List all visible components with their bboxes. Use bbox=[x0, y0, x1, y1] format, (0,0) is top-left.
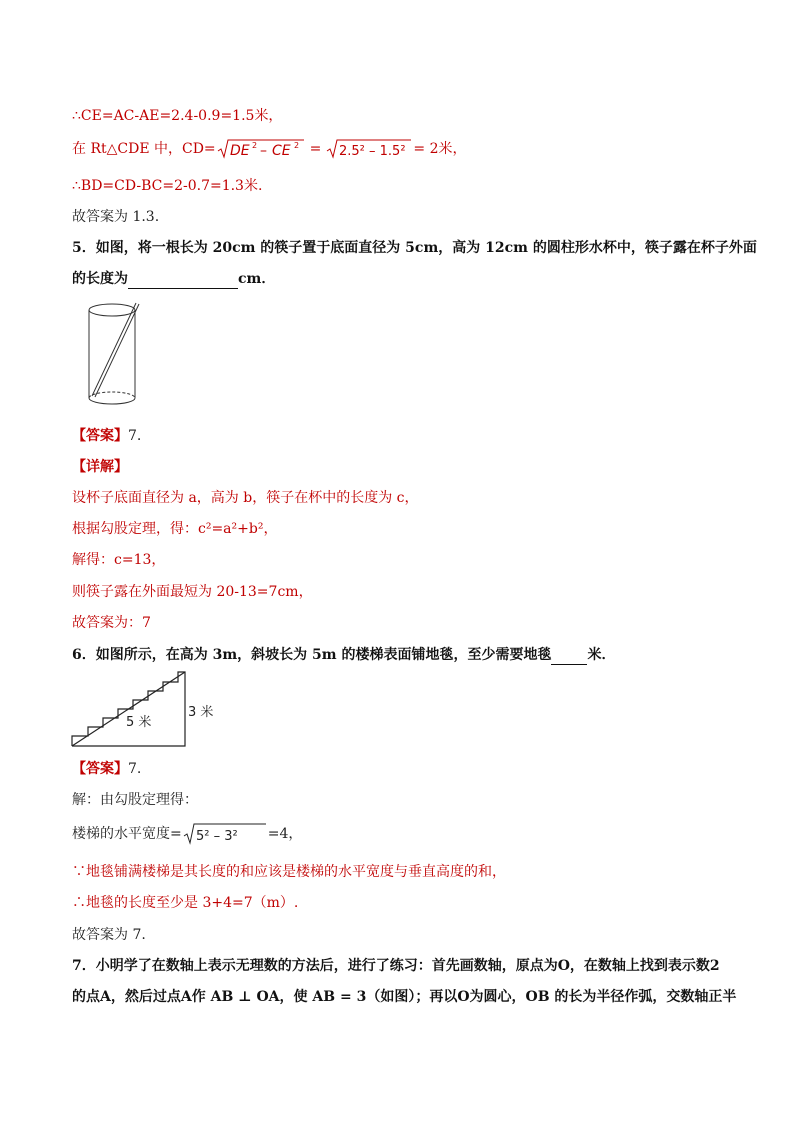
sqrt-numeric-text: 2.5² – 1.5² bbox=[339, 144, 406, 159]
q7-text-b: 的点A，然后过点A作 AB ⊥ OA，使 AB = 3（如图）；再以O为圆心，OB 的长为半径作弧，交数轴正半 bbox=[72, 989, 737, 1005]
q5-text-a: 5．如图，将一根长为 20cm 的筷子置于底面直径为 5cm，高为 12cm 的圆柱形水杯中，筷子露在杯子外面 bbox=[72, 240, 757, 256]
q5-detail-4: 则筷子露在外面最短为 20-13=7cm， bbox=[72, 584, 313, 600]
sqrt-numeric bbox=[325, 138, 413, 160]
q6-answer-label: 【答案】 bbox=[72, 761, 128, 777]
q6-solution-5: 故答案为 7. bbox=[72, 927, 146, 943]
solution-line-2: 在 Rt△CDE 中，CD= DE 2 – CE 2 = 2.5² – 1.5² = 2米， bbox=[72, 138, 467, 160]
q6-solution-2-label: 楼梯的水平宽度= bbox=[72, 826, 182, 842]
solution-line-2-result: = 2米， bbox=[413, 141, 467, 157]
svg-text:–: – bbox=[259, 143, 267, 159]
q5-detail-5: 故答案为：7 bbox=[72, 615, 151, 631]
q6-solution-3: ∵地毯铺满楼梯是其长度的和应该是楼梯的水平宽度与垂直高度的和， bbox=[72, 864, 506, 880]
q6-solution-1: 解：由勾股定理得： bbox=[72, 792, 198, 808]
q7-text-a: 7．小明学了在数轴上表示无理数的方法后，进行了练习：首先画数轴，原点为O，在数轴上找到表示数2 bbox=[72, 958, 720, 974]
q6-text-label: 6．如图所示，在高为 3m，斜坡长为 5m 的楼梯表面铺地毯，至少需要地毯 bbox=[72, 647, 552, 663]
solution-line-2-text: 在 Rt△CDE 中，CD= bbox=[72, 141, 216, 157]
q6-solution-2-result: =4， bbox=[267, 826, 303, 842]
q6-text bbox=[72, 645, 615, 665]
staircase-figure bbox=[70, 670, 230, 750]
q5-detail-3: 解得：c=13， bbox=[72, 552, 166, 568]
sqrt-de-ce bbox=[216, 138, 306, 160]
q6-answer bbox=[72, 759, 141, 779]
q5-text-b bbox=[72, 269, 275, 289]
q6-unit: 米． bbox=[587, 647, 616, 663]
sqrt-stairs bbox=[182, 822, 268, 846]
sqrt-stairs-text: 5² – 3² bbox=[195, 829, 238, 844]
q5-detail-2: 根据勾股定理，得：c²=a²+b²， bbox=[72, 521, 278, 537]
solution-line-4: 故答案为 1.3. bbox=[72, 209, 160, 225]
q6-solution-2 bbox=[72, 822, 302, 846]
solution-line-1: ∴CE=AC-AE=2.4-0.9=1.5米， bbox=[72, 108, 283, 124]
q5-answer-label: 【答案】 bbox=[72, 428, 128, 444]
height-label: 3 米 bbox=[188, 705, 214, 720]
q5-answer bbox=[72, 426, 141, 446]
svg-text:2: 2 bbox=[251, 141, 257, 150]
q5-detail-1: 设杯子底面直径为 a，高为 b，筷子在杯中的长度为 c， bbox=[72, 490, 419, 506]
sqrt-term-de: DE bbox=[229, 143, 250, 159]
solution-line-3: ∴BD=CD-BC=2-0.7=1.3米. bbox=[72, 178, 263, 194]
q6-answer-blank[interactable] bbox=[551, 650, 587, 665]
cylinder-figure bbox=[82, 298, 152, 413]
hyp-label: 5 米 bbox=[126, 715, 152, 730]
sqrt-term-ce: CE bbox=[271, 143, 291, 159]
q5-text-b-label: 的长度为 bbox=[72, 271, 128, 287]
svg-text:2: 2 bbox=[293, 141, 299, 150]
q5-answer-blank[interactable] bbox=[128, 274, 238, 289]
q6-answer-value: 7. bbox=[128, 761, 142, 777]
q5-unit: cm． bbox=[238, 271, 276, 287]
q6-solution-4: ∴地毯的长度至少是 3+4=7（m）. bbox=[72, 895, 299, 911]
q5-answer-value: 7. bbox=[128, 428, 142, 444]
q5-detail-label: 【详解】 bbox=[72, 459, 128, 475]
